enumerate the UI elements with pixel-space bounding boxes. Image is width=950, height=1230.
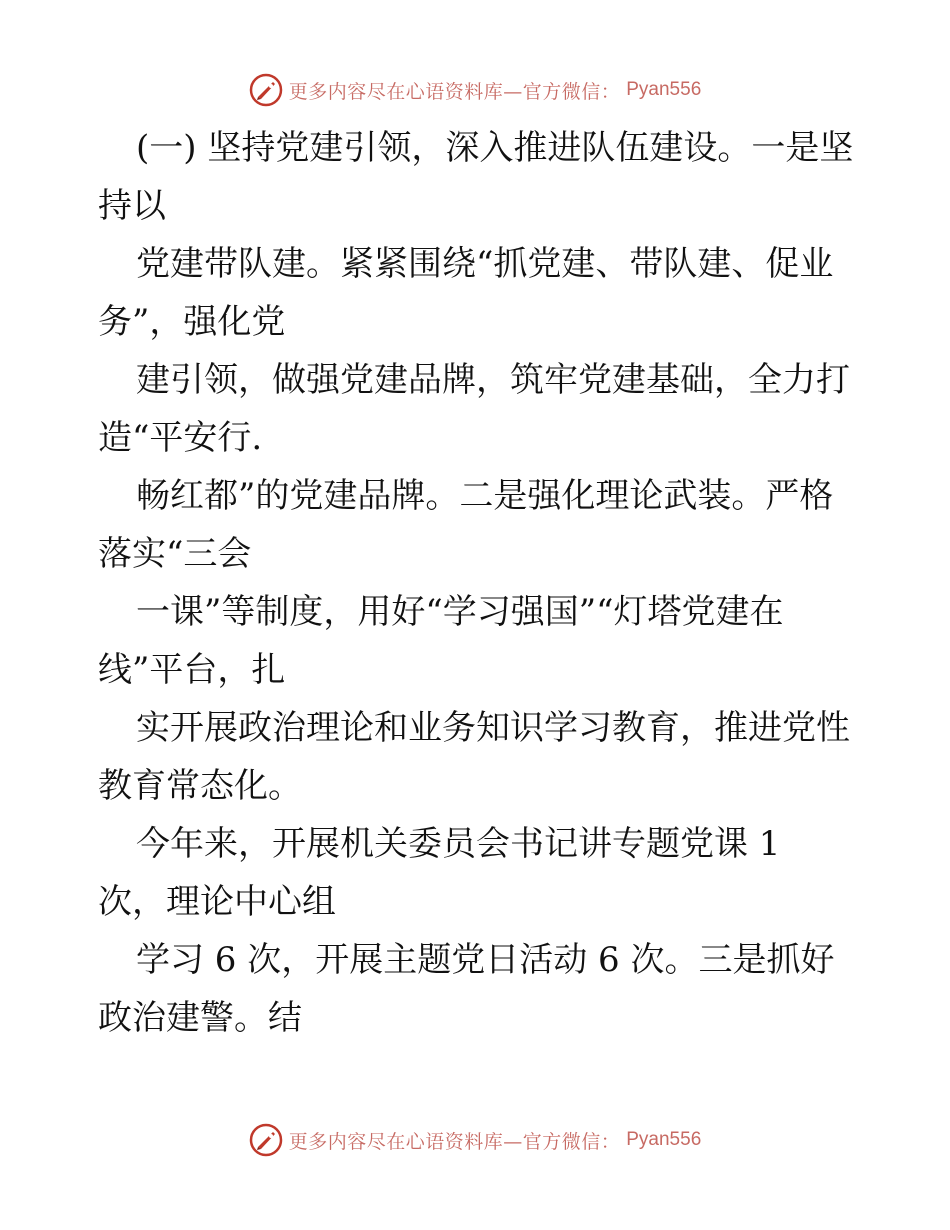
paragraph-7: [98, 815, 853, 931]
paragraph-line: 政治建警。结: [98, 998, 302, 1038]
watermark-wechat-id: Pyan556: [626, 1129, 702, 1150]
paragraph-4: [98, 467, 853, 583]
paragraph-3: [98, 351, 853, 467]
paragraph-6: [98, 699, 853, 815]
watermark-wechat-id: Pyan556: [626, 79, 702, 100]
paragraph-1: [98, 119, 853, 235]
paragraph-line: 一课”等制度，用好“学习强国”“灯塔党建在: [136, 592, 784, 632]
paragraph-line: 畅红都”的党建品牌。二是强化理论武装。严格: [136, 476, 834, 516]
paragraph-line: 党建带队建。紧紧围绕“抓党建、带队建、促业: [136, 244, 834, 284]
paragraph-line: 造“平安行.: [98, 418, 263, 458]
quill-pen-logo-icon: [249, 1123, 283, 1157]
paragraph-line: 线”平台，扎: [98, 650, 286, 690]
quill-pen-logo-icon: [249, 73, 283, 107]
footer-watermark: [0, 1120, 950, 1160]
paragraph-line: 学习 6 次，开展主题党日活动 6 次。三是抓好: [136, 940, 835, 980]
paragraph-line: 务”，强化党: [98, 302, 286, 342]
paragraph-line: 次，理论中心组: [98, 882, 336, 922]
paragraph-line: 落实“三会: [98, 534, 252, 574]
paragraph-line: 教育常态化。: [98, 766, 302, 806]
paragraph-5: [98, 583, 853, 699]
paragraph-line: 今年来，开展机关委员会书记讲专题党课 1: [136, 824, 781, 864]
paragraph-line: 建引领，做强党建品牌，筑牢党建基础，全力打: [136, 360, 850, 400]
paragraph-2: [98, 235, 853, 351]
paragraph-line: (一) 坚持党建引领，深入推进队伍建设。一是坚: [136, 128, 854, 168]
header-watermark: [0, 70, 950, 110]
document-body: [98, 119, 853, 1047]
watermark-text: 更多内容尽在心语资料库—官方微信：: [288, 1130, 621, 1153]
paragraph-8: [98, 931, 853, 1047]
paragraph-line: 实开展政治理论和业务知识学习教育，推进党性: [136, 708, 850, 748]
paragraph-line: 持以: [98, 186, 166, 226]
watermark-text: 更多内容尽在心语资料库—官方微信：: [288, 80, 621, 103]
